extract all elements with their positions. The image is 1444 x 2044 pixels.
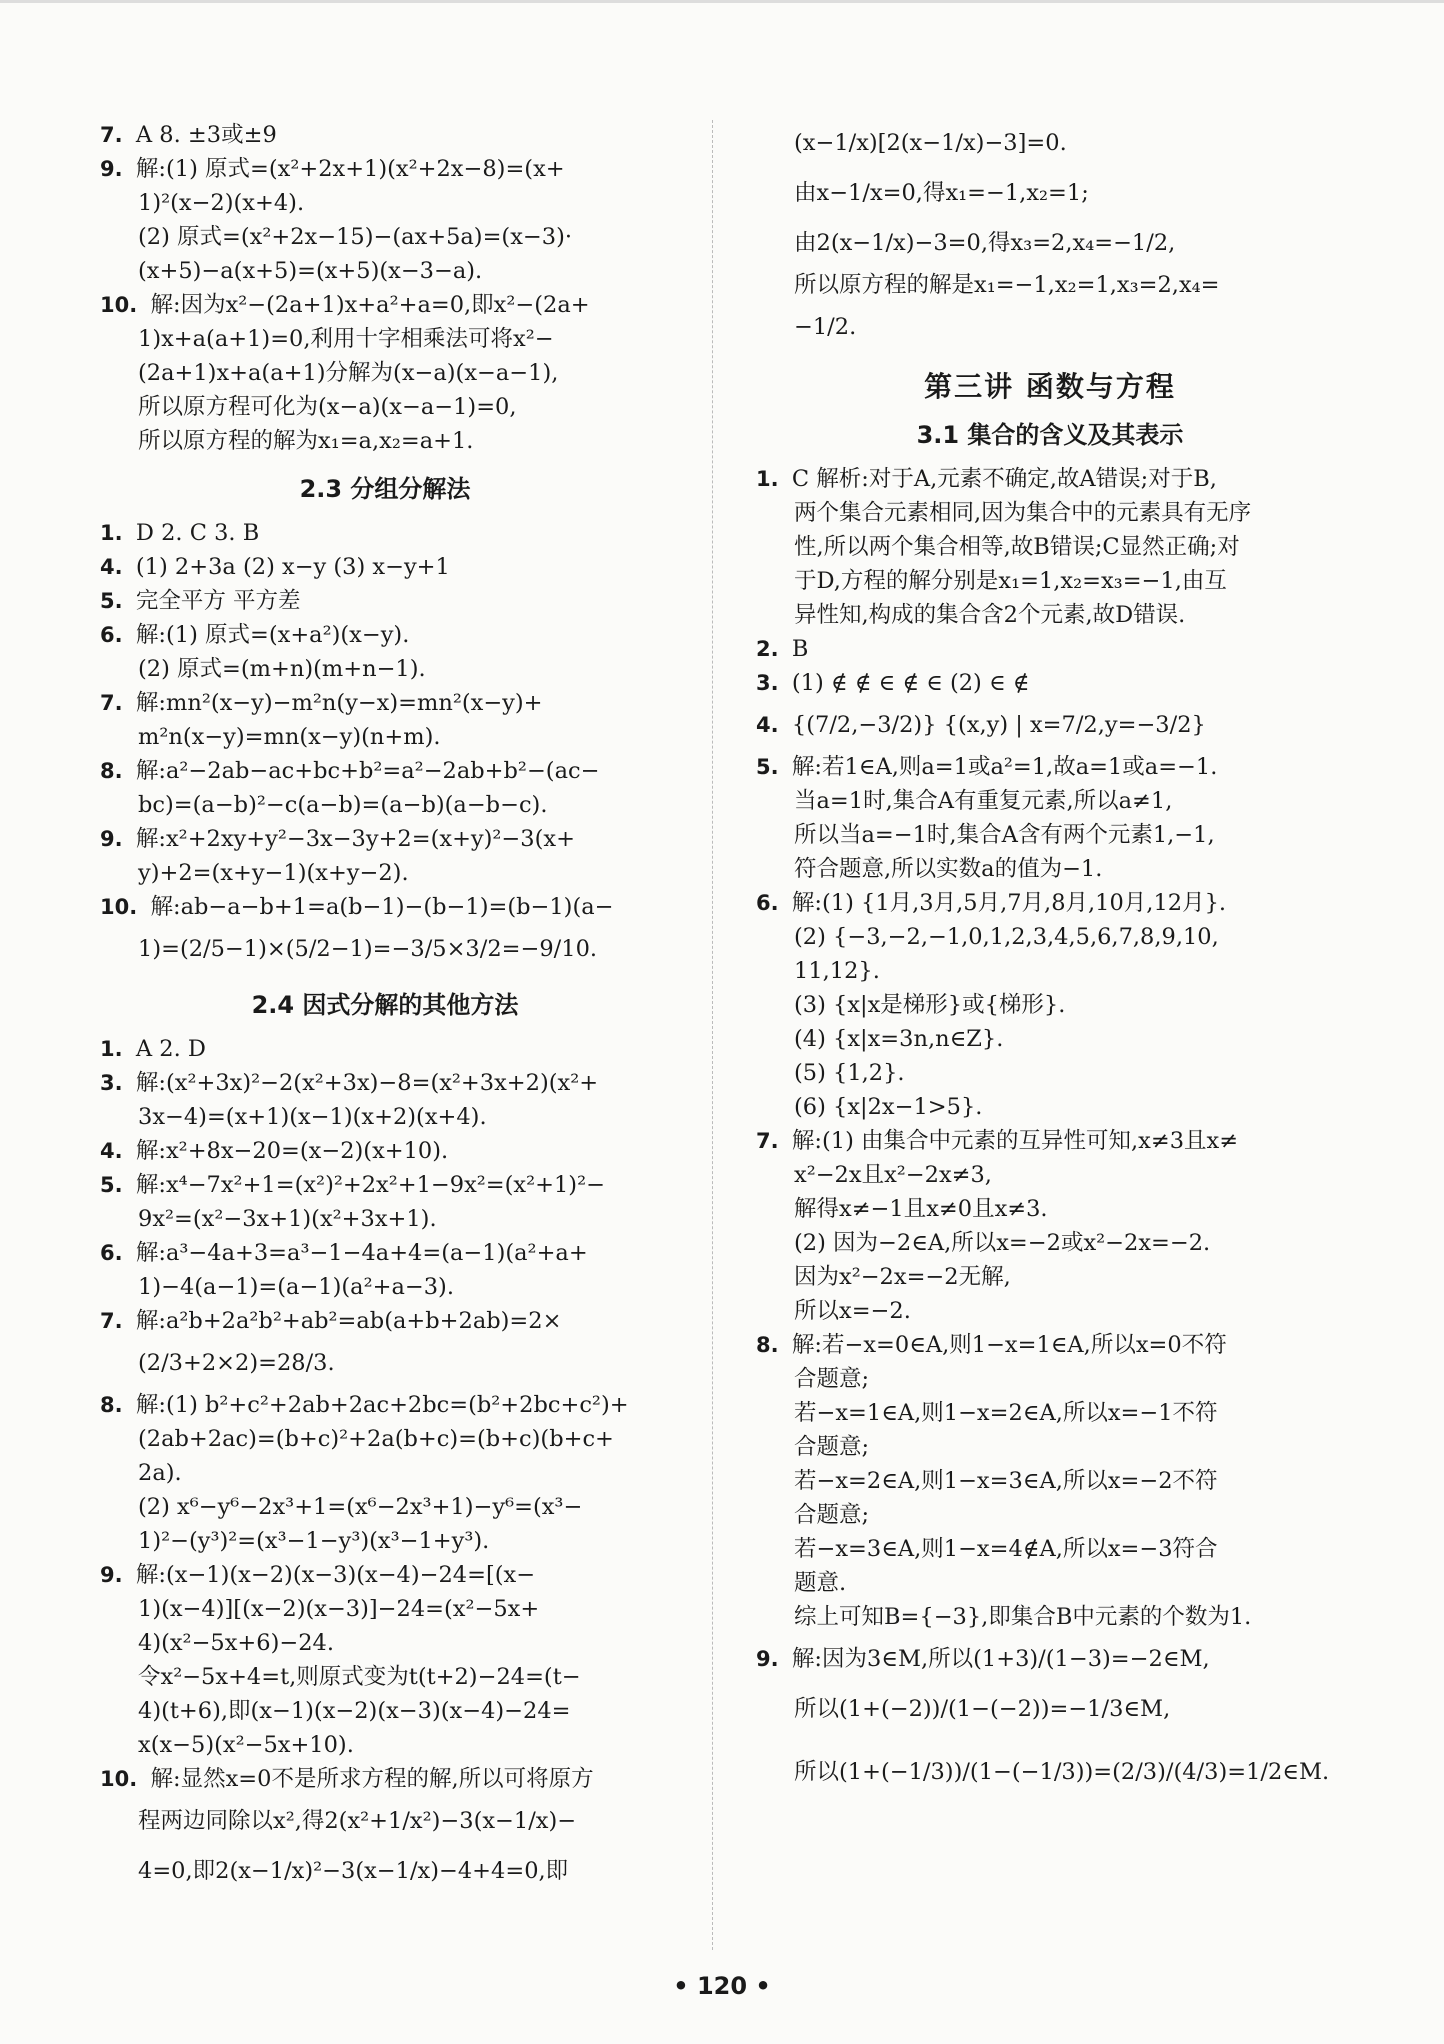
- answer-text: 解:若−x=0∈A,则1−x=1∈A,所以x=0不符: [791, 1332, 1227, 1358]
- item-number: 8.: [100, 759, 130, 783]
- answer-text: 9x²=(x²−3x+1)(x²+3x+1).: [138, 1206, 437, 1232]
- answer-text: 解:(x²+3x)²−2(x²+3x)−8=(x²+3x+2)(x²+: [135, 1070, 599, 1096]
- answer-text: 1)=(2/5−1)×(5/2−1)=−3/5×3/2=−9/10.: [138, 936, 598, 962]
- top-edge: [0, 0, 1444, 3]
- answer-text: 性,所以两个集合相等,故B错误;C显然正确;对: [794, 534, 1240, 560]
- answer-item: [100, 1304, 670, 1338]
- answer-text: 题意.: [794, 1570, 847, 1596]
- item-number: 7.: [100, 1309, 130, 1333]
- answer-text: 令x²−5x+4=t,则原式变为t(t+2)−24=(t−: [138, 1664, 581, 1690]
- answer-text: (2a+1)x+a(a+1)分解为(x−a)(x−a−1),: [138, 360, 559, 386]
- chapter-heading: 第三讲 函数与方程: [924, 370, 1176, 403]
- answer-text: 合题意;: [794, 1366, 870, 1392]
- section-heading: 2.3 分组分解法: [299, 475, 471, 503]
- answer-line: [756, 988, 1344, 1022]
- answer-text: 解:a²−2ab−ac+bc+b²=a²−2ab+b²−(ac−: [135, 758, 600, 784]
- item-number: 6.: [100, 1241, 130, 1265]
- answer-line: [100, 390, 670, 424]
- answer-text: 解:a²b+2a²b²+ab²=ab(a+b+2ab)=2×: [135, 1308, 562, 1334]
- answer-line: [756, 1056, 1344, 1090]
- answer-line: [100, 856, 670, 890]
- answer-text: A 2. D: [135, 1036, 206, 1062]
- item-number: 3.: [756, 671, 786, 695]
- answer-item: [756, 1124, 1344, 1158]
- answer-text: (1) ∉ ∉ ∈ ∉ ∈ (2) ∈ ∉: [791, 670, 1030, 696]
- answer-text: 2a).: [138, 1460, 182, 1486]
- section-heading: 3.1 集合的含义及其表示: [916, 421, 1184, 449]
- answer-text: (2) 因为−2∈A,所以x=−2或x²−2x=−2.: [794, 1230, 1211, 1256]
- answer-line: [100, 186, 670, 220]
- answer-item: [100, 550, 670, 584]
- answer-line: [100, 254, 670, 288]
- answer-line: [100, 1626, 670, 1660]
- answer-line: [756, 1260, 1344, 1294]
- answer-text: 解:(x−1)(x−2)(x−3)(x−4)−24=[(x−: [135, 1562, 536, 1588]
- answer-text: 程两边同除以x²,得2(x²+1/x²)−3(x−1/x)−: [138, 1808, 577, 1834]
- answer-item: [100, 890, 670, 924]
- answer-line: [756, 1464, 1344, 1498]
- answer-text: (5) {1,2}.: [794, 1060, 905, 1086]
- item-number: 4.: [100, 555, 130, 579]
- answer-item: [100, 754, 670, 788]
- answer-line: [756, 920, 1344, 954]
- answer-line: [756, 1734, 1344, 1810]
- answer-text: B: [791, 636, 809, 662]
- answer-item: [100, 1032, 670, 1066]
- answer-text: 解:显然x=0不是所求方程的解,所以可将原方: [150, 1766, 594, 1792]
- answer-text: 4)(x²−5x+6)−24.: [138, 1630, 335, 1656]
- answer-line: [756, 1684, 1344, 1734]
- answer-text: (1) 2+3a (2) x−y (3) x−y+1: [135, 554, 450, 580]
- answer-text: 由x−1/x=0,得x₁=−1,x₂=1;: [794, 180, 1089, 206]
- answer-line: [100, 1490, 670, 1524]
- answer-line: [100, 356, 670, 390]
- answer-item: [100, 1066, 670, 1100]
- answer-text: 符合题意,所以实数a的值为−1.: [794, 856, 1103, 882]
- answer-item: [756, 886, 1344, 920]
- answer-line: [100, 924, 670, 974]
- answer-item: [100, 1388, 670, 1422]
- answer-line: [756, 1430, 1344, 1464]
- answer-text: 所以原方程的解为x₁=a,x₂=a+1.: [138, 428, 474, 454]
- answer-text: 由2(x−1/x)−3=0,得x₃=2,x₄=−1/2,: [794, 230, 1176, 256]
- answer-item: [756, 632, 1344, 666]
- answer-text: 解:因为x²−(2a+1)x+a²+a=0,即x²−(2a+: [150, 292, 590, 318]
- answer-line: [756, 784, 1344, 818]
- answer-text: (6) {x|2x−1>5}.: [794, 1094, 983, 1120]
- item-number: 8.: [100, 1393, 130, 1417]
- answer-text: 所以x=−2.: [794, 1298, 911, 1324]
- answer-line: [756, 1566, 1344, 1600]
- answer-item: [100, 1762, 670, 1796]
- answer-text: x(x−5)(x²−5x+10).: [138, 1732, 354, 1758]
- answer-line: [100, 1100, 670, 1134]
- answer-item: [756, 462, 1344, 496]
- answer-item: [100, 618, 670, 652]
- answer-text: 解得x≠−1且x≠0且x≠3.: [794, 1196, 1048, 1222]
- answer-text: 因为x²−2x=−2无解,: [794, 1264, 1011, 1290]
- answer-item: [100, 686, 670, 720]
- answer-text: 所以原方程可化为(x−a)(x−a−1)=0,: [138, 394, 517, 420]
- answer-item: [100, 516, 670, 550]
- item-number: 4.: [756, 713, 786, 737]
- answer-item: [100, 152, 670, 186]
- answer-item: [100, 584, 670, 618]
- item-number: 7.: [756, 1129, 786, 1153]
- right-column: [756, 118, 1344, 1810]
- answer-line: [756, 268, 1344, 302]
- answer-text: 解:a³−4a+3=a³−1−4a+4=(a−1)(a²+a+: [135, 1240, 588, 1266]
- answer-line: [100, 1338, 670, 1388]
- page-number: • 120 •: [673, 1972, 771, 2000]
- answer-line: [100, 652, 670, 686]
- answer-text: (2) 原式=(m+n)(m+n−1).: [138, 656, 426, 682]
- answer-text: 4=0,即2(x−1/x)²−3(x−1/x)−4+4=0,即: [138, 1858, 569, 1884]
- answer-line: [100, 322, 670, 356]
- answer-line: [100, 1422, 670, 1456]
- section-heading: 2.4 因式分解的其他方法: [251, 991, 519, 1019]
- answer-text: 两个集合元素相同,因为集合中的元素具有无序: [794, 500, 1252, 526]
- answer-text: 解:因为3∈M,所以(1+3)/(1−3)=−2∈M,: [791, 1646, 1210, 1672]
- answer-text: 若−x=2∈A,则1−x=3∈A,所以x=−2不符: [794, 1468, 1218, 1494]
- answer-line: [756, 1158, 1344, 1192]
- answer-line: [756, 1532, 1344, 1566]
- answer-line: [756, 1600, 1344, 1634]
- item-number: 7.: [100, 123, 130, 147]
- answer-text: (2ab+2ac)=(b+c)²+2a(b+c)=(b+c)(b+c+: [138, 1426, 614, 1452]
- answer-text: 所以(1+(−1/3))/(1−(−1/3))=(2/3)/(4/3)=1/2∈M.: [794, 1759, 1330, 1785]
- answer-text: 完全平方 平方差: [135, 588, 301, 614]
- answer-text: 异性知,构成的集合含2个元素,故D错误.: [794, 602, 1186, 628]
- answer-text: 合题意;: [794, 1434, 870, 1460]
- answer-line: [100, 1694, 670, 1728]
- answer-text: (3) {x|x是梯形}或{梯形}.: [794, 992, 1066, 1018]
- item-number: 6.: [756, 891, 786, 915]
- answer-line: [100, 220, 670, 254]
- answer-line: [100, 788, 670, 822]
- item-number: 5.: [100, 589, 130, 613]
- answer-item: [756, 1634, 1344, 1684]
- answer-line: [100, 720, 670, 754]
- item-number: 8.: [756, 1333, 786, 1357]
- item-number: 4.: [100, 1139, 130, 1163]
- answer-item: [756, 700, 1344, 750]
- answer-text: (2) x⁶−y⁶−2x³+1=(x⁶−2x³+1)−y⁶=(x³−: [138, 1494, 583, 1520]
- answer-item: [756, 1328, 1344, 1362]
- answer-item: [100, 1134, 670, 1168]
- answer-line: [100, 1524, 670, 1558]
- answer-item: [100, 1168, 670, 1202]
- answer-text: 解:(1) b²+c²+2ab+2ac+2bc=(b²+2bc+c²)+: [135, 1392, 629, 1418]
- answer-text: 解:mn²(x−y)−m²n(y−x)=mn²(x−y)+: [135, 690, 543, 716]
- item-number: 9.: [100, 1563, 130, 1587]
- answer-text: (2/3+2×2)=28/3.: [138, 1350, 335, 1376]
- answer-line: [756, 530, 1344, 564]
- answer-text: y)+2=(x+y−1)(x+y−2).: [138, 860, 409, 886]
- item-number: 9.: [100, 827, 130, 851]
- answer-line: [100, 1728, 670, 1762]
- item-number: 5.: [100, 1173, 130, 1197]
- answer-line: [756, 564, 1344, 598]
- item-number: 2.: [756, 637, 786, 661]
- answer-text: 解:x⁴−7x²+1=(x²)²+2x²+1−9x²=(x²+1)²−: [135, 1172, 605, 1198]
- answer-text: C 解析:对于A,元素不确定,故A错误;对于B,: [791, 466, 1217, 492]
- answer-line: [100, 1796, 670, 1846]
- answer-line: [756, 168, 1344, 218]
- item-number: 5.: [756, 755, 786, 779]
- item-number: 1.: [756, 467, 786, 491]
- answer-text: 若−x=3∈A,则1−x=4∉A,所以x=−3符合: [794, 1536, 1218, 1562]
- answer-text: 解:x²+2xy+y²−3x−3y+2=(x+y)²−3(x+: [135, 826, 575, 852]
- answer-line: [100, 1592, 670, 1626]
- answer-line: [756, 818, 1344, 852]
- answer-line: [756, 218, 1344, 268]
- answer-text: D 2. C 3. B: [135, 520, 260, 546]
- answer-text: 当a=1时,集合A有重复元素,所以a≠1,: [794, 788, 1173, 814]
- item-number: 1.: [100, 1037, 130, 1061]
- item-number: 10.: [100, 293, 145, 317]
- item-number: 3.: [100, 1071, 130, 1095]
- item-number: 9.: [756, 1647, 786, 1671]
- answer-text: 解:(1) 由集合中元素的互异性可知,x≠3且x≠: [791, 1128, 1239, 1154]
- answer-line: [756, 1090, 1344, 1124]
- answer-item: [756, 750, 1344, 784]
- answer-line: [100, 1456, 670, 1490]
- answer-line: [756, 1192, 1344, 1226]
- answer-line: [756, 302, 1344, 352]
- answer-line: [756, 118, 1344, 168]
- answer-text: 4)(t+6),即(x−1)(x−2)(x−3)(x−4)−24=: [138, 1698, 571, 1724]
- answer-line: [756, 598, 1344, 632]
- answer-text: 1)(x−4)][(x−2)(x−3)]−24=(x²−5x+: [138, 1596, 540, 1622]
- answer-line: [100, 1846, 670, 1896]
- answer-text: 所以当a=−1时,集合A含有两个元素1,−1,: [794, 822, 1215, 848]
- answer-text: 解:(1) {1月,3月,5月,7月,8月,10月,12月}.: [791, 890, 1227, 916]
- answer-text: 合题意;: [794, 1502, 870, 1528]
- answer-text: 1)²−(y³)²=(x³−1−y³)(x³−1+y³).: [138, 1528, 490, 1554]
- answer-text: (4) {x|x=3n,n∈Z}.: [794, 1026, 1004, 1052]
- answer-line: [100, 424, 670, 458]
- answer-line: [100, 1270, 670, 1304]
- answer-item: [100, 822, 670, 856]
- answer-text: (x−1/x)[2(x−1/x)−3]=0.: [794, 130, 1067, 156]
- answer-text: (2) {−3,−2,−1,0,1,2,3,4,5,6,7,8,9,10,: [794, 924, 1219, 950]
- answer-text: (x+5)−a(x+5)=(x+5)(x−3−a).: [138, 258, 483, 284]
- answer-text: m²n(x−y)=mn(x−y)(n+m).: [138, 724, 441, 750]
- answer-text: 若−x=1∈A,则1−x=2∈A,所以x=−1不符: [794, 1400, 1218, 1426]
- answer-line: [100, 1202, 670, 1236]
- answer-text: 综上可知B={−3},即集合B中元素的个数为1.: [794, 1604, 1252, 1630]
- answer-item: [100, 1236, 670, 1270]
- answer-line: [756, 1294, 1344, 1328]
- answer-text: 于D,方程的解分别是x₁=1,x₂=x₃=−1,由互: [794, 568, 1227, 594]
- item-number: 9.: [100, 157, 130, 181]
- item-number: 1.: [100, 521, 130, 545]
- answer-text: 所以(1+(−2))/(1−(−2))=−1/3∈M,: [794, 1696, 1171, 1722]
- answer-line: [756, 1226, 1344, 1260]
- answer-text: (2) 原式=(x²+2x−15)−(ax+5a)=(x−3)·: [138, 224, 572, 250]
- answer-item: [100, 288, 670, 322]
- answer-line: [756, 1498, 1344, 1532]
- item-number: 6.: [100, 623, 130, 647]
- left-column: [100, 118, 670, 1896]
- answer-text: x²−2x且x²−2x≠3,: [794, 1162, 992, 1188]
- answer-item: [100, 1558, 670, 1592]
- answer-text: 所以原方程的解是x₁=−1,x₂=1,x₃=2,x₄=: [794, 272, 1220, 298]
- answer-text: 11,12}.: [794, 958, 880, 984]
- column-divider: [712, 120, 713, 1950]
- answer-text: 解:若1∈A,则a=1或a²=1,故a=1或a=−1.: [791, 754, 1218, 780]
- answer-line: [756, 1362, 1344, 1396]
- answer-text: 解:(1) 原式=(x²+2x+1)(x²+2x−8)=(x+: [135, 156, 565, 182]
- answer-line: [756, 1396, 1344, 1430]
- answer-text: 3x−4)=(x+1)(x−1)(x+2)(x+4).: [138, 1104, 487, 1130]
- answer-text: A 8. ±3或±9: [135, 122, 277, 148]
- answer-text: 1)x+a(a+1)=0,利用十字相乘法可将x²−: [138, 326, 554, 352]
- answer-text: 1)²(x−2)(x+4).: [138, 190, 305, 216]
- answer-text: 解:ab−a−b+1=a(b−1)−(b−1)=(b−1)(a−: [150, 894, 614, 920]
- item-number: 10.: [100, 1767, 145, 1791]
- answer-text: −1/2.: [794, 314, 857, 340]
- answer-item: [100, 118, 670, 152]
- answer-line: [756, 1022, 1344, 1056]
- answer-item: [756, 666, 1344, 700]
- item-number: 10.: [100, 895, 145, 919]
- answer-text: 解:(1) 原式=(x+a²)(x−y).: [135, 622, 410, 648]
- answer-line: [756, 954, 1344, 988]
- item-number: 7.: [100, 691, 130, 715]
- answer-line: [100, 1660, 670, 1694]
- answer-text: 解:x²+8x−20=(x−2)(x+10).: [135, 1138, 449, 1164]
- answer-line: [756, 496, 1344, 530]
- answer-line: [756, 852, 1344, 886]
- answer-text: 1)−4(a−1)=(a−1)(a²+a−3).: [138, 1274, 454, 1300]
- answer-text: bc)=(a−b)²−c(a−b)=(a−b)(a−b−c).: [138, 792, 548, 818]
- answer-text: {(7/2,−3/2)} {(x,y) | x=7/2,y=−3/2}: [791, 712, 1206, 738]
